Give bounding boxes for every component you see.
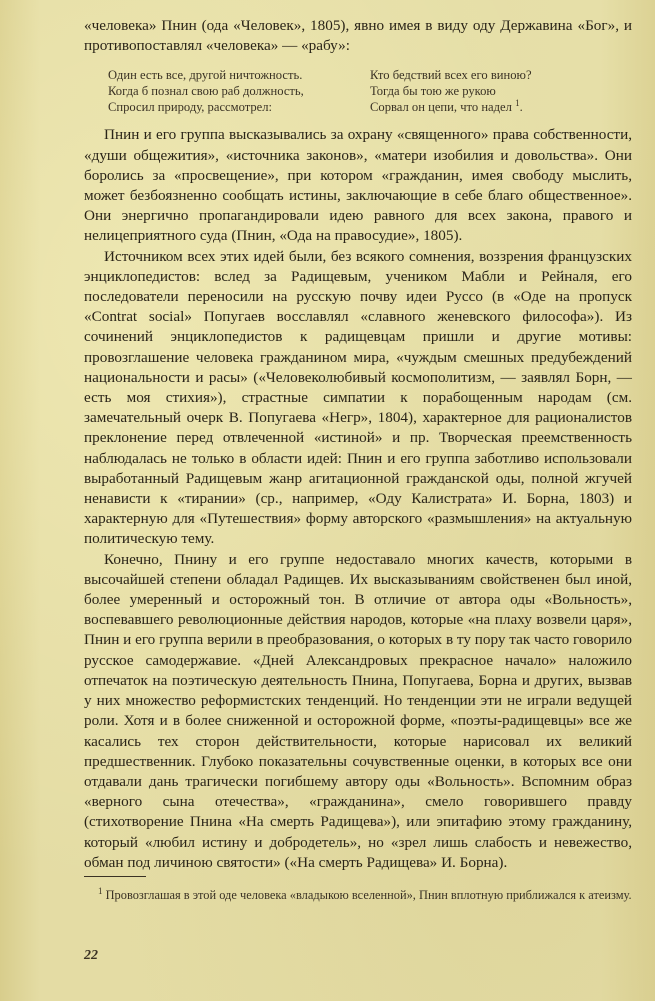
verse-line-text: Сорвал он цепи, что надел xyxy=(370,100,512,115)
verse-quote xyxy=(108,67,632,115)
footnote-marker: 1 xyxy=(98,885,103,896)
footnote-reference[interactable]: 1 xyxy=(515,98,520,109)
intro-text xyxy=(84,16,632,56)
footnote xyxy=(84,887,632,904)
verse-line: Тогда бы тою же рукою xyxy=(370,84,496,99)
paragraph-2: Источником всех этих идей были, без всякого сомнения, воззрения французских энциклопедистов: вслед за Радищевым, учеником Мабли и Рейналя, его последователи переносили на русскую почву идеи Руссо (в «Оде на пропуск «Contrat social» Попугаев восславлял «славного женевского философа»). Из сочинений энциклопедистов к радищевцам пришли и другие мотивы: провозглашение человека гражданином мира, «чуждым смешных предубеждений национальности и расы» («Человеколюбивый космополитизм, — заявлял Борн, — есть моя стихия»), страстные симпатии к порабощенным народам (см. замечательный очерк В. Попугаева «Негр», 1804), характерное для рационалистов преклонение перед отвлеченной «истиной» и пр. Творческая преемственность наблюдалась не только в области идей: Пнин и его группа заботливо использовали выработанный Радищевым жанр агитационной гражданской оды, полной жгучей ненависти к «тирании» (ср., например, «Оду Калистрата» И. Борна, 1803) и характерную для «Путешествия» форму авторского «размышления» на актуальную политическую тему. xyxy=(84,247,632,548)
verse-line: Один есть все, другой ничтожность. xyxy=(108,68,303,83)
footnote-divider xyxy=(84,876,146,877)
verse-column-right xyxy=(370,67,632,115)
footnote-text: Провозглашая в этой оде человека «владыкою вселенной», Пнин вплотную приближался к атеизму. xyxy=(105,888,632,902)
paragraph-1: Пнин и его группа высказывались за охрану «священного» права собственности, «души общежития», «источника законов», «матери изобилия и довольства». Они боролись за «просвещение», при котором «гражданин, имея свободу мыслить, может безбоязненно сообщать истины, заключающие в себе благо общественное». Они энергично пропагандировали идею равного для всех закона, правого и нелицеприятного суда (Пнин, «Ода на правосудие», 1805). xyxy=(84,126,632,245)
footnote-text-line xyxy=(84,887,632,904)
verse-line: Спросил природу, рассмотрел: xyxy=(108,100,273,115)
page-body xyxy=(84,16,632,873)
page-number: 22 xyxy=(84,948,98,963)
verse-line-last: Сорвал он цепи, что надел $^1$. xyxy=(370,98,523,115)
paragraph-3: Конечно, Пнину и его группе недоставало многих качеств, которыми в высочайшей степени обладал Радищев. Их высказываниям свойственен был иной, более умеренный и осторожный тон. В отличие от автора оды «Вольность», воспевавшего революционные действия народов, которые «на плаху возвели царя», Пнин и его группа верили в преобразования, о которых в ту пору так часто говорило русское самодержавие. «Дней Александровых прекрасное начало» наложило отпечаток на поэтическую деятельность Пнина, Попугаева, Борна и других, вызвав у них множество реформистских тенденций. Но тенденции эти не играли ведущей роли. Хотя и в более сниженной и осторожной форме, «поэты-радищевцы» все же касались тех сторон действительности, которые нарисовал их великий предшественник. Глубоко показательны сочувственные оценки, в которых все они отдавали дань трагически погибшему автору оды «Вольность». Вспомним образ «верного сына отечества», «гражданина», смело говорившего правду (стихотворение Пнина «На смерть Радищева»), или эпитафию этому гражданину, который «любил истину и добродетель», но «зрел лишь слабость и невежество, обман под личиною святости» («На смерть Радищева» И. Борна). xyxy=(84,550,632,871)
verse-line: Кто бедствий всех его виною? xyxy=(370,68,532,83)
intro-line-2: «Бог», и противопоставлял «человека» — «рабу»: xyxy=(84,17,633,55)
verse-column-left xyxy=(108,67,370,115)
intro-line-1: «человека» Пнин (ода «Человек», 1805), явно имея в виду оду Державина xyxy=(84,17,573,34)
verse-line: Когда б познал свою раб должность, xyxy=(108,84,304,99)
